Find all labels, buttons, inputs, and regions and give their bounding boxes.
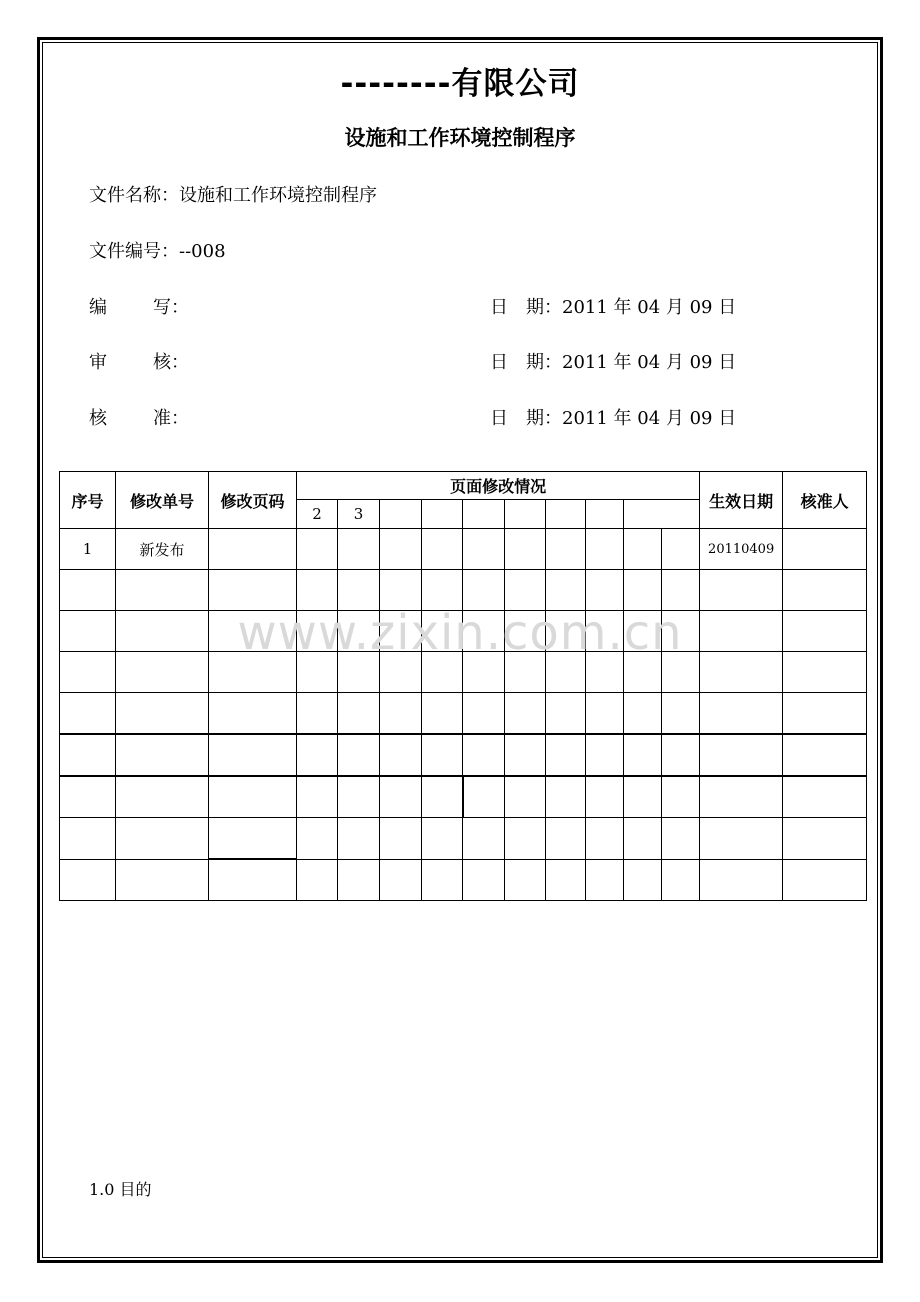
subheader-page: 3 <box>338 500 380 529</box>
cell <box>586 529 624 570</box>
file-name-value: 设施和工作环境控制程序 <box>179 185 377 206</box>
writer-date-value: 2011 年 04 月 09 日 <box>562 297 737 318</box>
table-row <box>60 776 867 818</box>
cell <box>624 529 662 570</box>
header-seq: 序号 <box>60 472 116 529</box>
subheader-page <box>422 500 463 529</box>
reviewer-date-line <box>490 348 736 374</box>
writer-label-b: 写： <box>153 297 189 318</box>
cell <box>297 529 338 570</box>
section-heading-purpose: 1.0 目的 <box>89 1180 152 1199</box>
cell-approver <box>783 529 867 570</box>
subheader-page <box>463 500 505 529</box>
table-row <box>60 529 867 570</box>
cell <box>338 529 380 570</box>
table-header-row <box>60 472 867 500</box>
cell <box>505 529 546 570</box>
writer-date-line <box>490 293 736 319</box>
subheader-page: 2 <box>297 500 338 529</box>
cell-effective-date: 20110409 <box>700 529 783 570</box>
approver-line <box>89 404 189 430</box>
table-row <box>60 652 867 693</box>
table-row <box>60 611 867 652</box>
subheader-page <box>546 500 586 529</box>
approver-date-label: 日 期： <box>490 408 562 429</box>
reviewer-label-b: 核： <box>153 352 189 373</box>
cell-change-no: 新发布 <box>116 529 209 570</box>
cell <box>662 529 700 570</box>
cell-seq: 1 <box>60 529 116 570</box>
reviewer-date-value: 2011 年 04 月 09 日 <box>562 352 737 373</box>
file-number-line <box>89 237 226 263</box>
approver-date-value: 2011 年 04 月 09 日 <box>562 408 737 429</box>
header-page-status: 页面修改情况 <box>297 472 700 500</box>
cell <box>546 529 586 570</box>
cell <box>380 529 422 570</box>
cell <box>422 529 463 570</box>
table-row <box>60 859 867 901</box>
file-name-line <box>89 181 377 207</box>
table-row <box>60 570 867 611</box>
table-row <box>60 734 867 776</box>
document-title: 设施和工作环境控制程序 <box>344 126 576 150</box>
header-approver: 核准人 <box>783 472 867 529</box>
approver-label-a: 核 <box>89 408 107 429</box>
header-change-page: 修改页码 <box>209 472 297 529</box>
table-row <box>60 818 867 860</box>
cell-change-page <box>209 529 297 570</box>
watermark: www.zixin.com.cn <box>237 605 683 661</box>
writer-date-label: 日 期： <box>490 297 562 318</box>
header-effective-date: 生效日期 <box>700 472 783 529</box>
subheader-page <box>586 500 624 529</box>
approver-date-line <box>490 404 736 430</box>
approver-label-b: 准： <box>153 408 189 429</box>
subheader-page <box>505 500 546 529</box>
cell <box>463 529 505 570</box>
writer-label-a: 编 <box>89 297 107 318</box>
table-row <box>60 693 867 735</box>
writer-line <box>89 293 189 319</box>
file-number-value: --008 <box>179 241 226 262</box>
file-number-label: 文件编号： <box>89 241 179 262</box>
revision-table <box>59 471 867 901</box>
reviewer-date-label: 日 期： <box>490 352 562 373</box>
reviewer-label-a: 审 <box>89 352 107 373</box>
file-name-label: 文件名称： <box>89 185 179 206</box>
subheader-page <box>624 500 700 529</box>
header-change-no: 修改单号 <box>116 472 209 529</box>
reviewer-line <box>89 348 189 374</box>
company-name: --------有限公司 <box>340 66 580 102</box>
subheader-page <box>380 500 422 529</box>
